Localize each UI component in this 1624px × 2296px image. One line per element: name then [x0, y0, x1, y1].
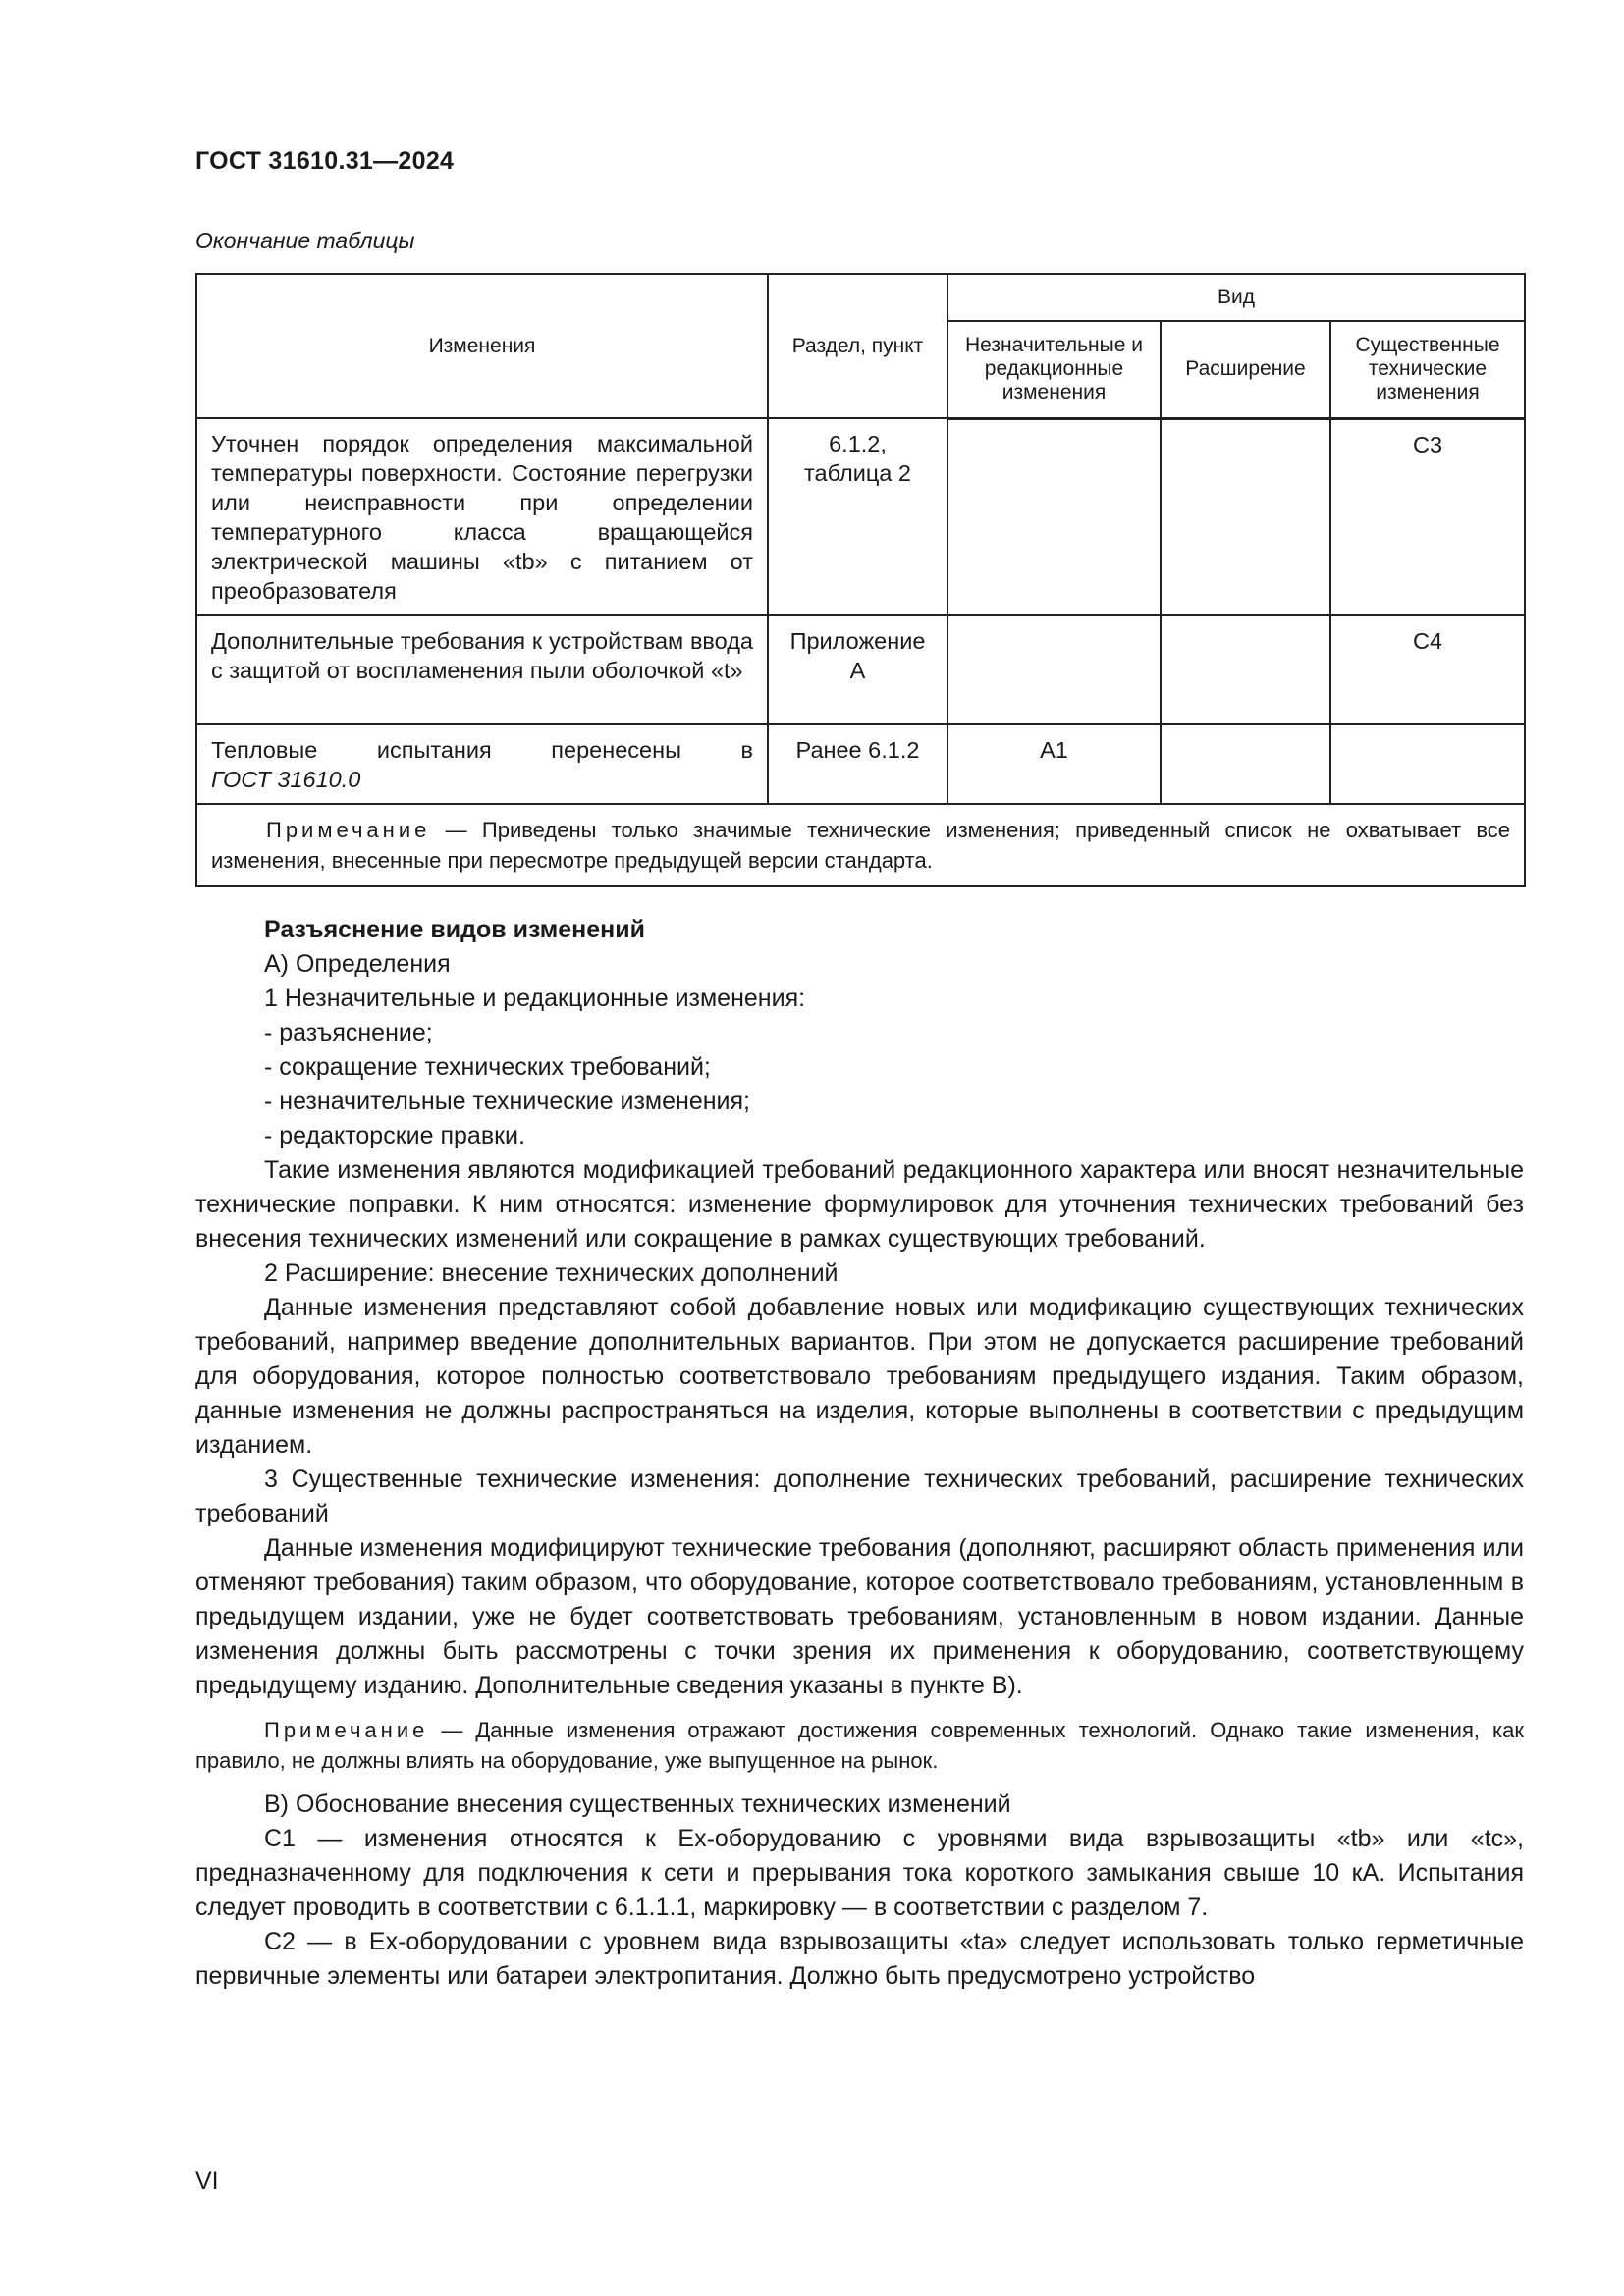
item-1-title: 1 Незначительные и редакционные изменения: — [264, 985, 806, 1012]
table-continuation-label: Окончание таблицы — [195, 228, 415, 253]
paragraph-c1: С1 — изменения относятся к Ex-оборудованию с уровнями вида взрывозащиты «tb» или «tc», предназначенному для подключения к сети и прерывания тока короткого замыкания свыше 10 кА. Испытания следует проводить в соответствии с 6.1.1.1, маркировку — в соответствии с разделом 7. — [195, 1825, 1524, 1921]
minor-cell — [947, 418, 1161, 615]
col-header-major: Существенные технические изменения — [1330, 321, 1525, 418]
extension-cell — [1161, 418, 1330, 615]
col-header-minor: Незначительные и редакционные изменения — [947, 321, 1161, 418]
list-item: - редакторские правки. — [264, 1122, 525, 1149]
change-cell: Дополнительные требования к устройствам ввода с защитой от воспламенения пыли оболочкой «t» — [196, 615, 768, 724]
change-text-prefix: Тепловые испытания перенесены в — [211, 737, 753, 763]
change-cell: Уточнен порядок определения максимальной температуры поверхности. Состояние перегрузки или неисправности при определении температурного класса вращающейся электрической машины «tb» с питанием от преобразователя — [196, 418, 768, 615]
minor-cell — [947, 615, 1161, 724]
col-header-extension: Расширение — [1161, 321, 1330, 418]
section-heading: Разъяснение видов изменений — [264, 916, 646, 943]
standard-reference: ГОСТ 31610.0 — [211, 767, 361, 792]
table-row — [196, 724, 1525, 804]
body-text — [195, 913, 1524, 1994]
document-header: ГОСТ 31610.31—2024 — [195, 147, 455, 175]
table-row — [196, 615, 1525, 724]
item-2-title: 2 Расширение: внесение технических дополнений — [264, 1259, 839, 1287]
changes-table — [195, 273, 1526, 887]
body-note — [195, 1715, 1524, 1776]
col-header-changes: Изменения — [196, 274, 768, 418]
table-note — [196, 804, 1525, 886]
page-number: VI — [195, 2167, 219, 2195]
extension-cell — [1161, 615, 1330, 724]
major-cell: C4 — [1330, 615, 1525, 724]
section-cell: 6.1.2, таблица 2 — [768, 418, 947, 615]
list-item: - разъяснение; — [264, 1019, 433, 1046]
paragraph: Такие изменения являются модификацией требований редакционного характера или вносят незначительные технические поправки. К ним относятся: изменение формулировок для уточнения технических требований без внесения технических изменений или сокращение в рамках существующих требований. — [195, 1156, 1524, 1253]
list-item: - сокращение технических требований; — [264, 1053, 711, 1081]
note-text: — Приведены только значимые технические изменения; приведенный список не охватывает все изменения, внесенные при пересмотре предыдущей версии стандарта. — [211, 818, 1510, 873]
note-label: Примечание — [266, 818, 431, 842]
change-cell — [196, 724, 768, 804]
extension-cell — [1161, 724, 1330, 804]
section-cell: Приложение А — [768, 615, 947, 724]
item-3-title: 3 Существенные технические изменения: дополнение технических требований, расширение технических требований — [195, 1466, 1524, 1527]
subsection-a-title: А) Определения — [264, 950, 451, 978]
major-cell: C3 — [1330, 418, 1525, 615]
subsection-b-title: В) Обоснование внесения существенных технических изменений — [264, 1790, 1011, 1818]
col-header-section: Раздел, пункт — [768, 274, 947, 418]
paragraph: Данные изменения представляют собой добавление новых или модификацию существующих технических требований, например введение дополнительных вариантов. При этом не допускается расширение требований для оборудования, которое полностью соответствовало требованиям предыдущего издания. Таким образом, данные изменения не должны распространяться на изделия, которые выполнены в соответствии с предыдущим изданием. — [195, 1294, 1524, 1459]
col-header-type: Вид — [947, 274, 1525, 321]
note-text: — Данные изменения отражают достижения современных технологий. Однако такие изменения, как правило, не должны влиять на оборудование, уже выпущенное на рынок. — [195, 1718, 1524, 1773]
minor-cell: A1 — [947, 724, 1161, 804]
major-cell — [1330, 724, 1525, 804]
list-item: - незначительные технические изменения; — [264, 1088, 750, 1115]
note-label: Примечание — [264, 1718, 429, 1742]
section-cell: Ранее 6.1.2 — [768, 724, 947, 804]
paragraph: Данные изменения модифицируют технические требования (дополняют, расширяют область применения или отменяют требования) таким образом, что оборудование, которое соответствовало требованиям, установленным в предыдущем издании, уже не будет соответствовать требованиям, установленным в новом издании. Данные изменения должны быть рассмотрены с точки зрения их применения к оборудованию, соответствующему предыдущему изданию. Дополнительные сведения указаны в пункте В). — [195, 1534, 1524, 1699]
paragraph-c2: С2 — в Ex-оборудовании с уровнем вида взрывозащиты «ta» следует использовать только герметичные первичные элементы или батареи электропитания. Должно быть предусмотрено устройство — [195, 1928, 1524, 1990]
table-row — [196, 418, 1525, 615]
table-note-row — [196, 804, 1525, 886]
